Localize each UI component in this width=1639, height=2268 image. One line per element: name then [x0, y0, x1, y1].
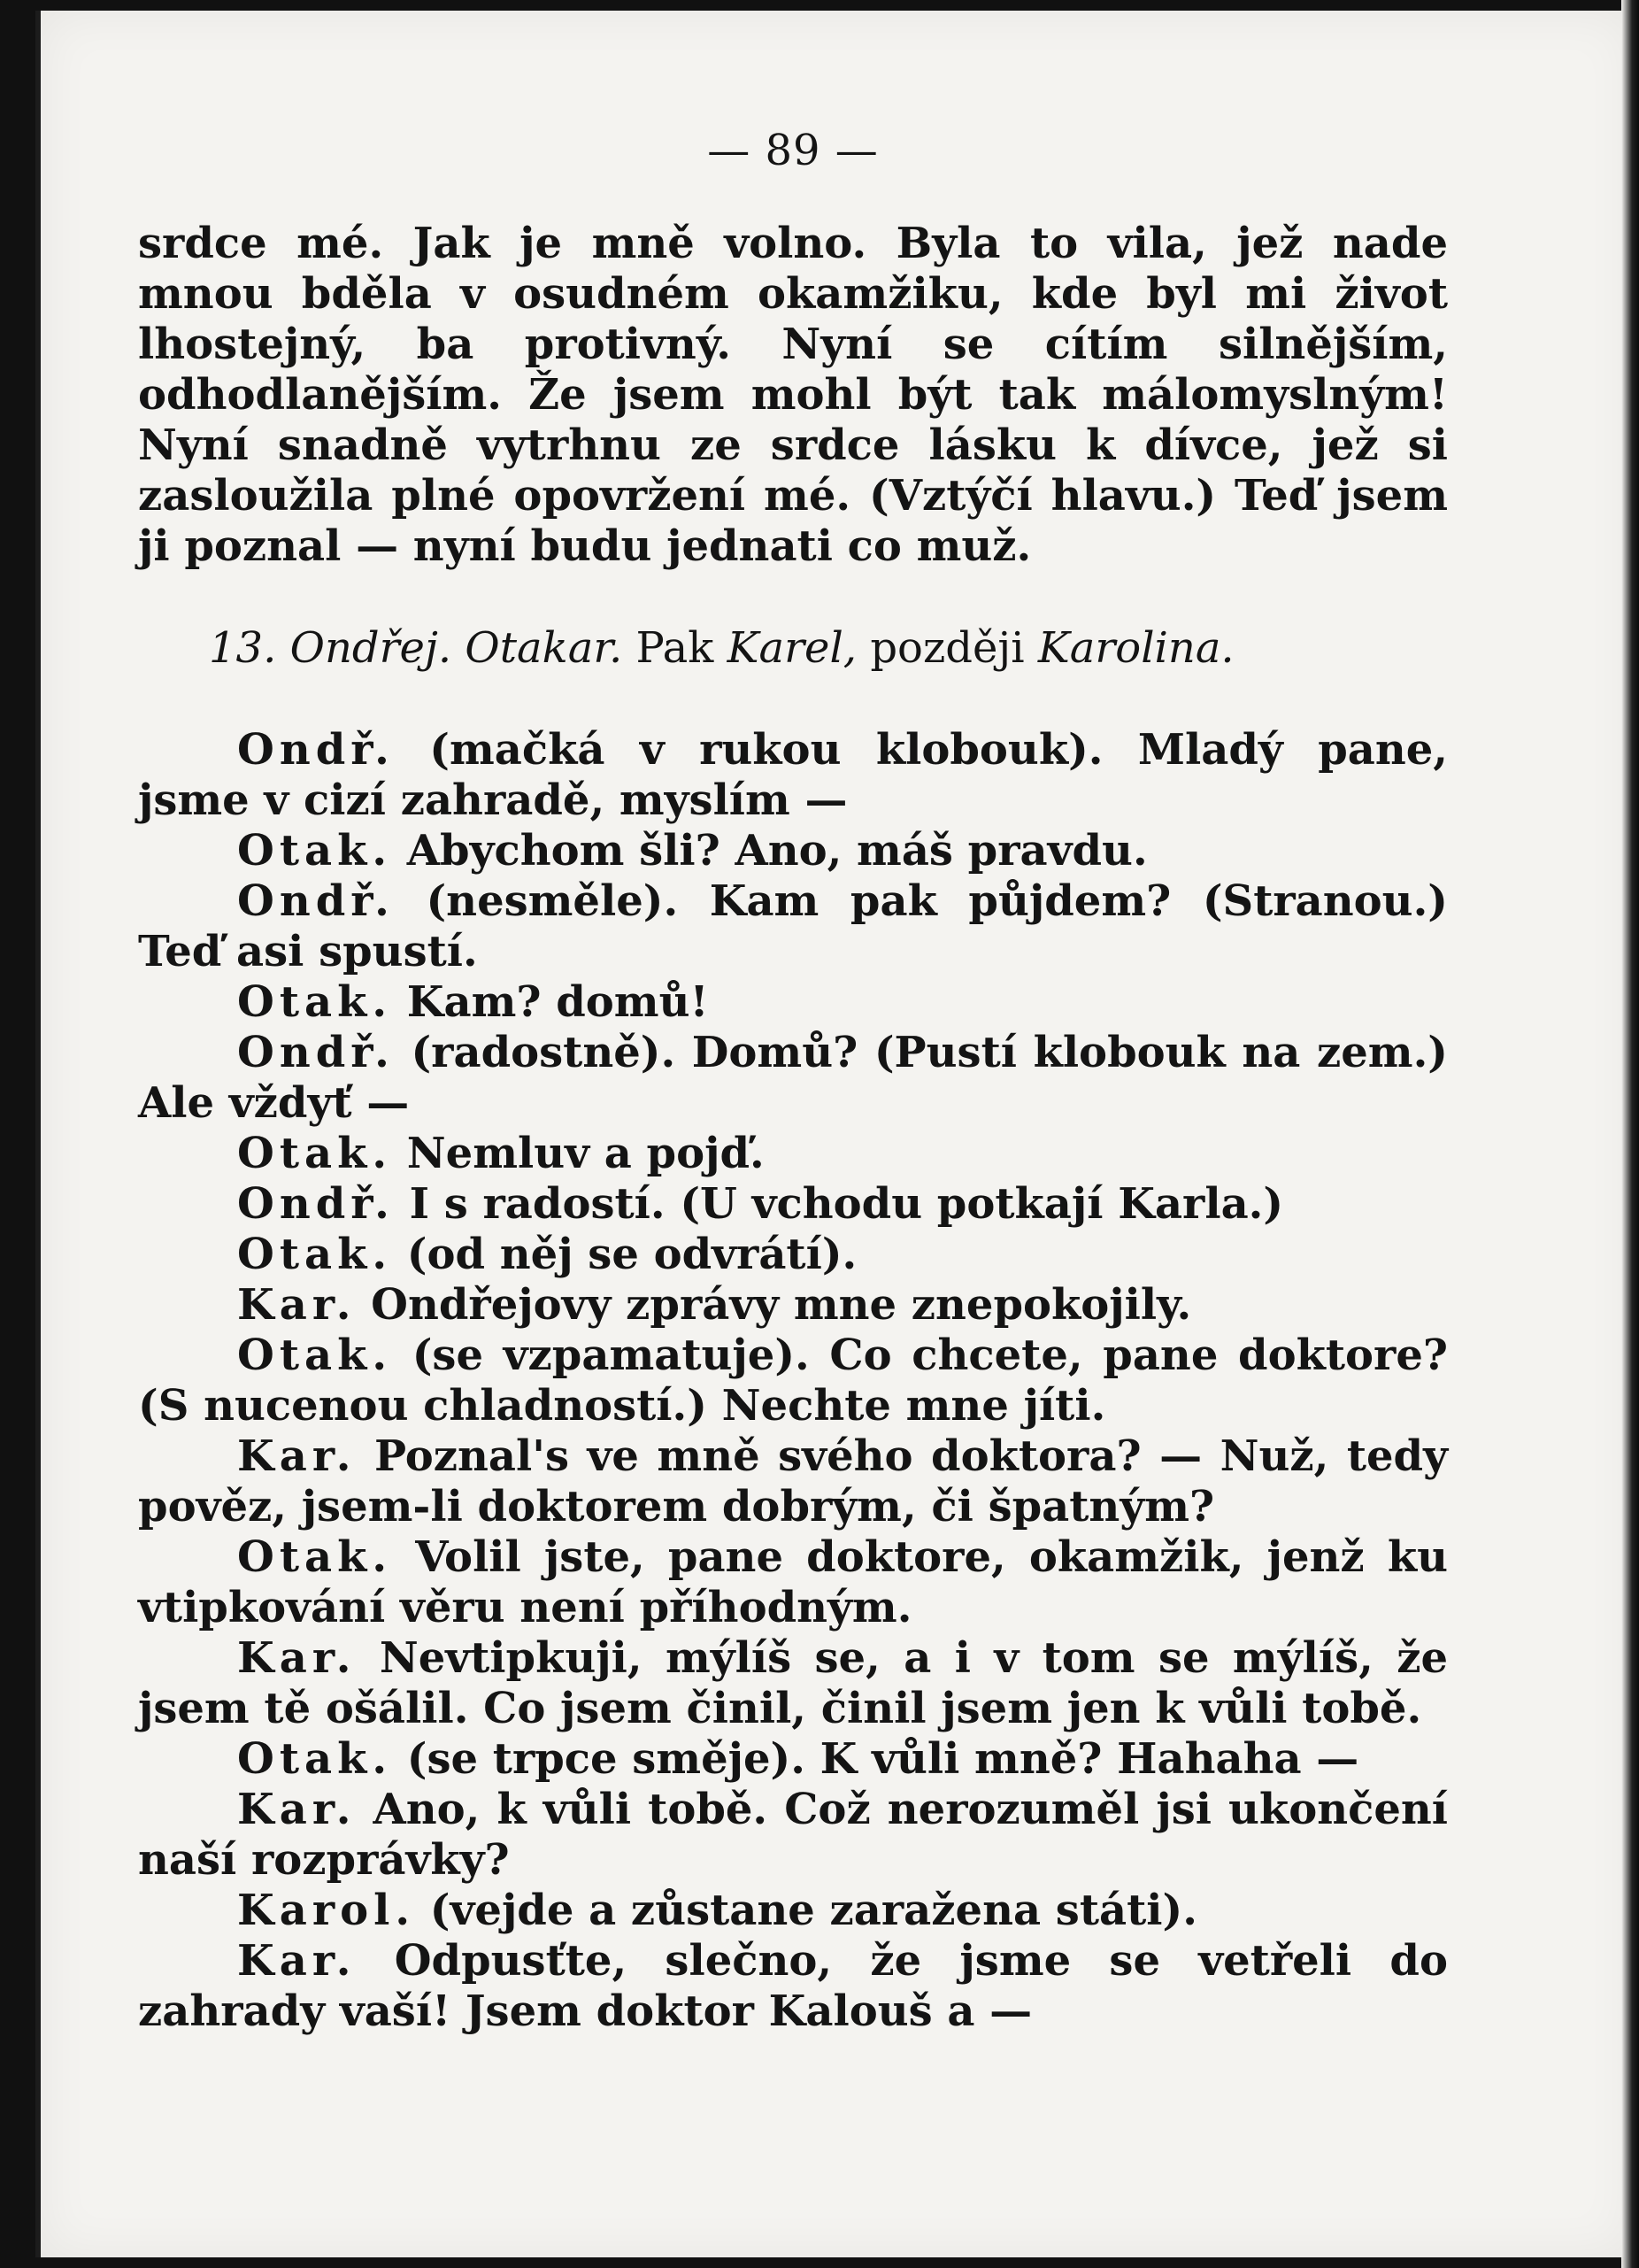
scene-connector: Pak	[635, 623, 714, 673]
speaker-name: Otak.	[237, 1230, 393, 1279]
dialogue-text: Nevtipkuji, mýlíš se, a i v tom se mýlíš, že jsem tě ošálil. Co jsem činil, činil jsem jen k vůli tobě.	[138, 1633, 1449, 1733]
dialogue-text: (vejde a zůstane zaražena státi).	[429, 1886, 1197, 1935]
dialogue-line	[138, 1532, 1448, 1633]
dialogue	[138, 725, 1448, 2037]
speaker-name: Kar.	[237, 1633, 357, 1683]
page-edge-shadow	[1621, 0, 1639, 2268]
dialogue-text: Volil jste, pane doktore, okamžik, jenž ku vtipkování věru není příhodným.	[138, 1532, 1448, 1632]
speaker-name: Ondř.	[237, 876, 395, 926]
dialogue-text: Odpusťte, slečno, že jsme se vetřeli do zahrady vaší! Jsem doktor Kalouš a —	[138, 1936, 1448, 2036]
speaker-name: Otak.	[237, 826, 393, 876]
speaker-name: Ondř.	[237, 1179, 395, 1229]
dialogue-line	[138, 1633, 1448, 1734]
dialogue-text: Nemluv a pojď.	[406, 1129, 765, 1178]
opening-paragraph: srdce mé. Jak je mně volno. Byla to vila, jež nade mnou bděla v osudném okamžiku, kde byl mi život lhostejný, ba protivný. Nyní se cítím silnějším, odhodlanějším. Že jsem mohl být tak málomyslným! Nyní snadně vytrhnu ze srdce lásku k dívce, jež si zasloužila plné opovržení mé. (Vztýčí hlavu.) Teď jsem ji poznal — nyní budu jednati co muž.	[138, 219, 1448, 571]
scene-character-ondrej: Ondřej.	[289, 623, 452, 673]
dialogue-line	[138, 725, 1448, 826]
dialogue-text: (mačká v rukou klobouk). Mladý pane, jsme v cizí zahradě, myslím —	[138, 725, 1449, 825]
dialogue-line	[138, 1886, 1448, 1936]
scene-heading	[138, 623, 1448, 674]
dialogue-line	[138, 1230, 1448, 1280]
dialogue-line	[138, 1734, 1448, 1785]
speaker-name: Otak.	[237, 1129, 393, 1178]
scene-later-word: později	[870, 623, 1025, 673]
scene-character-karel: Karel,	[727, 623, 858, 673]
speaker-name: Otak.	[237, 1331, 393, 1380]
dialogue-text: (od něj se odvrátí).	[406, 1230, 858, 1279]
dialogue-text: (se trpce směje). K vůli mně? Hahaha —	[406, 1734, 1359, 1784]
scene-character-karolina: Karolina.	[1037, 623, 1235, 673]
dialogue-line	[138, 1936, 1448, 2037]
scene-character-otakar: Otakar.	[465, 623, 623, 673]
dialogue-line	[138, 876, 1448, 977]
book-page	[35, 11, 1634, 2257]
dialogue-text: (radostně). Domů? (Pustí klobouk na zem.) Ale vždyť —	[138, 1028, 1448, 1128]
page-content	[138, 126, 1448, 2037]
speaker-name: Ondř.	[237, 1028, 395, 1077]
dialogue-line	[138, 1280, 1448, 1331]
speaker-name: Otak.	[237, 1532, 393, 1582]
scene-number: 13.	[209, 623, 277, 673]
dialogue-text: (nesměle). Kam pak půjdem? (Stranou.) Teď asi spustí.	[138, 876, 1448, 976]
dialogue-text: Ano, k vůli tobě. Což nerozuměl jsi ukončení naší rozprávky?	[138, 1785, 1449, 1885]
speaker-name: Otak.	[237, 977, 393, 1027]
speaker-name: Kar.	[237, 1785, 357, 1834]
speaker-name: Kar.	[237, 1431, 357, 1481]
dialogue-line	[138, 977, 1448, 1028]
dialogue-line	[138, 1331, 1448, 1431]
speaker-name: Otak.	[237, 1734, 393, 1784]
dialogue-text: Kam? domů!	[406, 977, 709, 1027]
dialogue-line	[138, 1129, 1448, 1179]
dialogue-text: (se vzpamatuje). Co chcete, pane doktore? (S nucenou chladností.) Nechte mne jíti.	[138, 1331, 1448, 1431]
dialogue-line	[138, 1431, 1448, 1532]
speaker-name: Kar.	[237, 1936, 357, 1986]
dialogue-line	[138, 1028, 1448, 1129]
dialogue-text: Poznal's ve mně svého doktora? — Nuž, tedy pověz, jsem-li doktorem dobrým, či špatným?	[138, 1431, 1448, 1531]
speaker-name: Karol.	[237, 1886, 416, 1935]
page-number: — 89 —	[707, 126, 879, 175]
speaker-name: Ondř.	[237, 725, 395, 775]
dialogue-line	[138, 1785, 1448, 1886]
dialogue-text: Abychom šli? Ano, máš pravdu.	[406, 826, 1148, 876]
speaker-name: Kar.	[237, 1280, 357, 1330]
dialogue-line	[138, 1179, 1448, 1230]
dialogue-text: I s radostí. (U vchodu potkají Karla.)	[409, 1179, 1284, 1229]
dialogue-line	[138, 826, 1448, 876]
dialogue-text: Ondřejovy zprávy mne znepokojily.	[371, 1280, 1192, 1330]
